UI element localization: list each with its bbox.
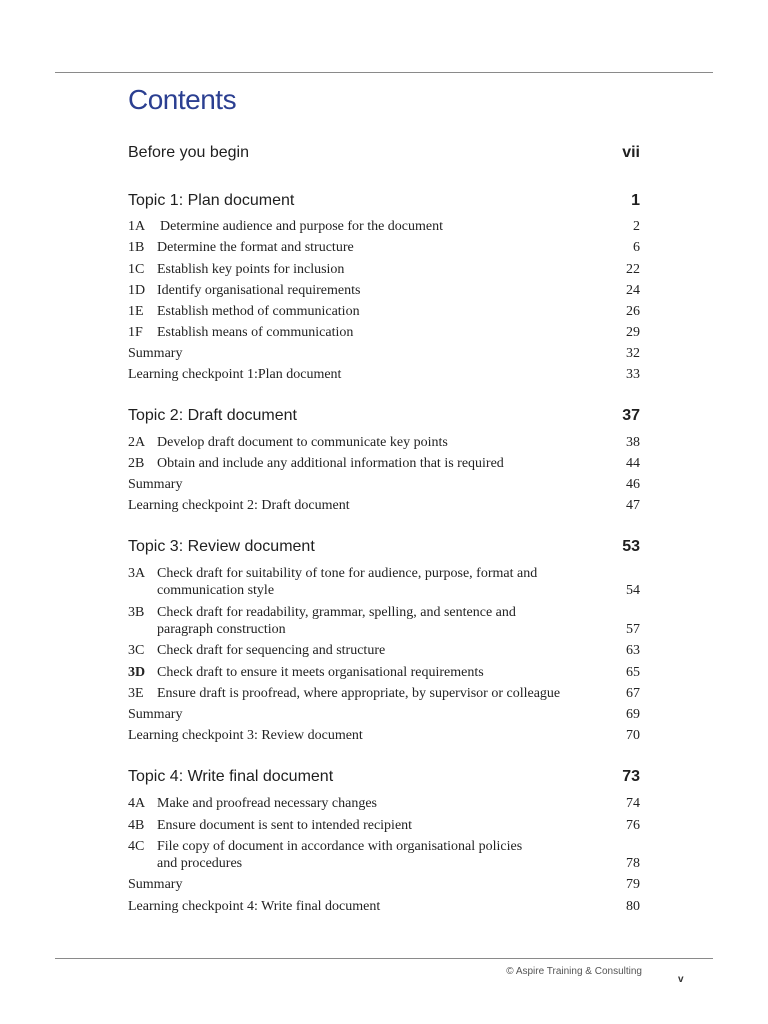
toc-entry-2a[interactable]: [128, 434, 640, 451]
entry-text-continued: paragraph construction: [157, 622, 286, 637]
entry-code: 1B: [128, 240, 145, 255]
entry-page: 33: [626, 367, 640, 382]
entry-text: Make and proofread necessary changes: [157, 796, 378, 811]
entry-text-continued: and procedures: [157, 856, 243, 871]
entry-page: 67: [626, 686, 640, 701]
entry-code: 1C: [128, 262, 145, 277]
entry-text: Learning checkpoint 3: Review document: [128, 728, 363, 743]
entry-text: Establish key points for inclusion: [157, 262, 345, 277]
entry-text: Summary: [128, 346, 183, 361]
footer-page-number: v: [678, 974, 684, 985]
entry-page: 46: [626, 477, 640, 492]
toc-topic-3[interactable]: [128, 538, 640, 556]
entry-text: Establish method of communication: [157, 304, 360, 319]
toc-entry-1b[interactable]: [128, 239, 640, 256]
toc-entry-4b[interactable]: [128, 817, 640, 834]
entry-text: Summary: [128, 877, 183, 892]
toc-entry-3a[interactable]: [128, 565, 640, 599]
toc-entry-summary-3[interactable]: [128, 706, 640, 723]
entry-page: 57: [626, 622, 640, 637]
toc-entry-checkpoint-1[interactable]: [128, 366, 640, 383]
toc-entry-3b[interactable]: [128, 604, 640, 638]
footer-copyright: © Aspire Training & Consulting: [506, 966, 642, 977]
entry-page: 70: [626, 728, 640, 743]
section-title: Before you begin: [128, 144, 249, 161]
entry-text: Check draft for sequencing and structure: [157, 643, 386, 658]
entry-code: 1F: [128, 325, 143, 340]
toc-entry-checkpoint-3[interactable]: [128, 727, 640, 744]
entry-text: Check draft for readability, grammar, spelling, and sentence and: [157, 605, 516, 620]
bottom-rule: [55, 958, 713, 959]
entry-text: File copy of document in accordance with organisational policies: [157, 839, 523, 854]
top-rule: [55, 72, 713, 73]
entry-text: Learning checkpoint 1:Plan document: [128, 367, 342, 382]
entry-code: 1A: [128, 219, 146, 234]
entry-page: 24: [626, 283, 640, 298]
toc-entry-3d[interactable]: [128, 664, 640, 681]
entry-code: 1D: [128, 283, 146, 298]
toc-entry-4a[interactable]: [128, 795, 640, 812]
entry-code: 3D: [128, 665, 146, 680]
entry-page: 80: [626, 899, 640, 914]
entry-page: 38: [626, 435, 640, 450]
entry-page: 6: [633, 240, 640, 255]
entry-code: 4C: [128, 839, 145, 854]
section-page: vii: [622, 144, 640, 161]
toc-before-you-begin[interactable]: [128, 144, 640, 162]
entry-page: 29: [626, 325, 640, 340]
entry-text-continued: communication style: [157, 583, 275, 598]
entry-page: 47: [626, 498, 640, 513]
toc-entry-summary-4[interactable]: [128, 876, 640, 893]
entry-page: 54: [626, 583, 640, 598]
page-title: Contents: [128, 84, 237, 115]
entry-page: 26: [626, 304, 640, 319]
section-title: Topic 2: Draft document: [128, 407, 297, 424]
entry-page: 76: [626, 818, 640, 833]
section-title: Topic 3: Review document: [128, 538, 315, 555]
entry-text: Check draft to ensure it meets organisational requirements: [157, 665, 484, 680]
toc-entry-2b[interactable]: [128, 455, 640, 472]
toc-topic-1[interactable]: [128, 192, 640, 210]
section-page: 53: [622, 538, 640, 555]
entry-text: Summary: [128, 477, 183, 492]
entry-text: Ensure draft is proofread, where appropriate, by supervisor or colleague: [157, 686, 561, 701]
toc-entry-1c[interactable]: [128, 261, 640, 278]
section-page: 73: [622, 768, 640, 785]
entry-page: 69: [626, 707, 640, 722]
section-title: Topic 4: Write final document: [128, 768, 334, 785]
entry-code: 1E: [128, 304, 144, 319]
toc-entry-checkpoint-4[interactable]: [128, 898, 640, 915]
entry-code: 3A: [128, 566, 146, 581]
toc-entry-checkpoint-2[interactable]: [128, 497, 640, 514]
entry-page: 78: [626, 856, 640, 871]
section-page: 37: [622, 407, 640, 424]
entry-code: 2A: [128, 435, 146, 450]
entry-page: 32: [626, 346, 640, 361]
entry-page: 22: [626, 262, 640, 277]
entry-text: Obtain and include any additional information that is required: [157, 456, 504, 471]
entry-page: 65: [626, 665, 640, 680]
entry-page: 74: [626, 796, 640, 811]
entry-code: 4B: [128, 818, 145, 833]
entry-page: 44: [626, 456, 640, 471]
entry-code: 2B: [128, 456, 145, 471]
entry-page: 2: [633, 219, 640, 234]
entry-text: Determine audience and purpose for the document: [160, 219, 444, 234]
entry-text: Learning checkpoint 2: Draft document: [128, 498, 350, 513]
entry-page: 63: [626, 643, 640, 658]
toc-entry-summary-2[interactable]: [128, 476, 640, 493]
entry-text: Learning checkpoint 4: Write final document: [128, 899, 381, 914]
entry-text: Establish means of communication: [157, 325, 354, 340]
entry-text: Develop draft document to communicate key points: [157, 435, 448, 450]
toc-entry-1e[interactable]: [128, 303, 640, 320]
toc-entry-summary-1[interactable]: [128, 345, 640, 362]
toc-entry-1f[interactable]: [128, 324, 640, 341]
section-page: 1: [631, 192, 640, 209]
entry-text: Summary: [128, 707, 183, 722]
toc-topic-2[interactable]: [128, 407, 640, 425]
entry-text: Check draft for suitability of tone for audience, purpose, format and: [157, 566, 538, 581]
section-title: Topic 1: Plan document: [128, 192, 295, 209]
entry-text: Ensure document is sent to intended recipient: [157, 818, 413, 833]
toc-entry-1d[interactable]: [128, 282, 640, 299]
toc-topic-4[interactable]: [128, 768, 640, 786]
entry-page: 79: [626, 877, 640, 892]
toc-entry-3e[interactable]: [128, 685, 640, 702]
entry-code: 3B: [128, 605, 145, 620]
toc-entry-1a[interactable]: [128, 218, 640, 235]
entry-text: Determine the format and structure: [157, 240, 354, 255]
toc-entry-4c[interactable]: [128, 838, 640, 872]
entry-code: 3E: [128, 686, 144, 701]
entry-code: 3C: [128, 643, 145, 658]
entry-code: 4A: [128, 796, 146, 811]
toc-entry-3c[interactable]: [128, 642, 640, 659]
entry-text: Identify organisational requirements: [157, 283, 361, 298]
